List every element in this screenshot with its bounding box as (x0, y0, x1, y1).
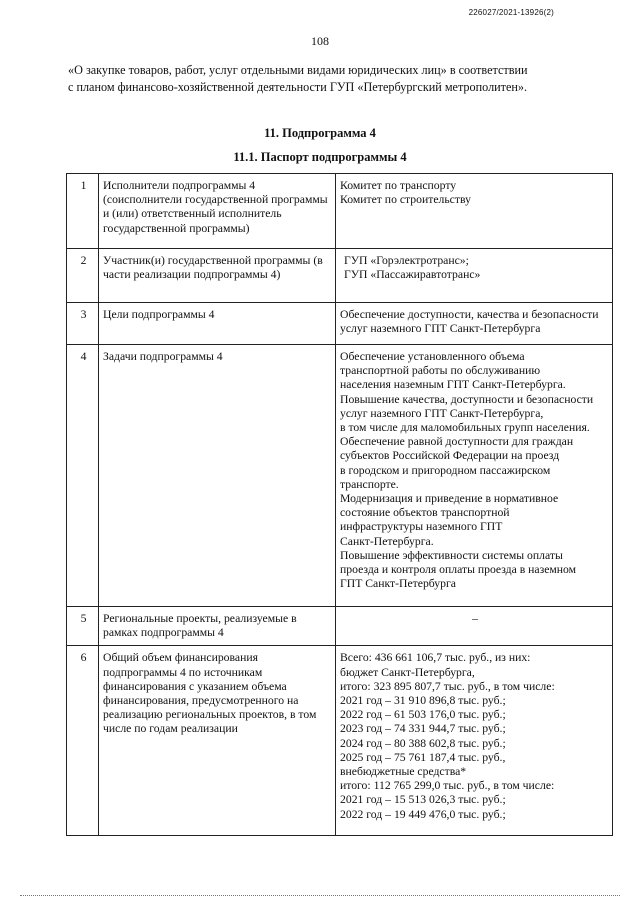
row-label: Общий объем финансирования подпрограммы 4 по источникам финансирования с указанием объема финансирования, предусмотренного на реализацию региональных проектов, в том числе по годам реализации (99, 646, 336, 836)
row-value (336, 249, 613, 303)
value-line: ГУП «Горэлектротранс»; (344, 254, 469, 267)
row-label: Исполнители подпрограммы 4 (соисполнители государственной программы и (или) ответственный исполнитель государственной программы) (99, 174, 336, 249)
value-line: 2022 год – 19 449 476,0 тыс. руб.; (340, 807, 506, 821)
value-line: транспорте. (340, 477, 399, 491)
value-line: услуг наземного ГПТ Санкт-Петербурга, (340, 406, 544, 420)
row-value (336, 303, 613, 345)
value-line: Модернизация и приведение в нормативное (340, 492, 559, 506)
row-value (336, 345, 613, 607)
value-line: Обеспечение равной доступности для граждан (340, 435, 574, 449)
table-row (67, 646, 613, 836)
table-row (67, 607, 613, 646)
value-line: 2024 год – 80 388 602,8 тыс. руб.; (340, 736, 506, 750)
passport-table (66, 173, 613, 836)
row-number: 3 (67, 303, 99, 345)
value-line: Повышение эффективности системы оплаты (340, 548, 563, 562)
row-value (336, 607, 613, 646)
value-line: внебюджетные средства* (340, 765, 467, 779)
value-line: проезда и контроля оплаты проезда в наземном (340, 563, 577, 577)
value-line: состояние объектов транспортной (340, 506, 510, 520)
row-label: Региональные проекты, реализуемые в рамках подпрограммы 4 (99, 607, 336, 646)
value-line: 2025 год – 75 761 187,4 тыс. руб., (340, 750, 506, 764)
row-number: 6 (67, 646, 99, 836)
value-line: ГУП «Пассажиравтотранс» (344, 268, 481, 282)
intro-paragraph (68, 62, 610, 96)
table-row (67, 303, 613, 345)
value-line: в городском и пригородном пассажирском (340, 463, 551, 477)
row-label: Задачи подпрограммы 4 (99, 345, 336, 607)
value-line: населения наземным ГПТ Санкт-Петербурга. (340, 378, 566, 392)
row-number: 5 (67, 607, 99, 646)
value-line: итого: 323 895 807,7 тыс. руб., в том числе: (340, 679, 555, 693)
value-line: итого: 112 765 299,0 тыс. руб., в том числе: (340, 779, 555, 793)
row-label: Цели подпрограммы 4 (99, 303, 336, 345)
row-number: 2 (67, 249, 99, 303)
value-line: Обеспечение доступности, качества и безопасности (340, 308, 599, 321)
value-line: 2021 год – 31 910 896,8 тыс. руб.; (340, 694, 506, 708)
table-row (67, 345, 613, 607)
subsection-title: 11.1. Паспорт подпрограммы 4 (233, 150, 407, 164)
bottom-scan-edge (20, 895, 620, 896)
row-number: 1 (67, 174, 99, 249)
intro-line: «О закупке товаров, работ, услуг отдельными видами юридических лиц» в соответствии (68, 63, 528, 77)
value-line: услуг наземного ГПТ Санкт-Петербурга (340, 322, 541, 336)
value-line: Повышение качества, доступности и безопасности (340, 392, 594, 406)
row-value (336, 174, 613, 249)
value-line: бюджет Санкт-Петербурга, (340, 665, 475, 679)
value-line: в том числе для маломобильных групп населения. (340, 421, 590, 435)
value-line: Комитет по транспорту (340, 179, 457, 192)
registration-number: 226027/2021-13926(2) (468, 8, 554, 17)
value-line: 2023 год – 74 331 944,7 тыс. руб.; (340, 722, 506, 736)
value-line: Всего: 436 661 106,7 тыс. руб., из них: (340, 651, 531, 665)
value-line: транспортной работы по обслуживанию (340, 364, 541, 378)
value-line: ГПТ Санкт-Петербурга (340, 577, 456, 591)
table-row (67, 249, 613, 303)
value-line: 2021 год – 15 513 026,3 тыс. руб.; (340, 793, 506, 807)
value-line: 2022 год – 61 503 176,0 тыс. руб.; (340, 708, 506, 722)
value-line: Комитет по строительству (340, 193, 471, 207)
row-number: 4 (67, 345, 99, 607)
value-line: инфраструктуры наземного ГПТ (340, 520, 503, 534)
page-number: 108 (311, 34, 329, 48)
row-value (336, 646, 613, 836)
value-line: Обеспечение установленного объема (340, 350, 525, 363)
intro-line: с планом финансово-хозяйственной деятельности ГУП «Петербургский метрополитен». (68, 80, 528, 94)
value-line: Санкт-Петербурга. (340, 534, 434, 548)
empty-value-dash: – (472, 612, 478, 625)
row-label: Участник(и) государственной программы (в части реализации подпрограммы 4) (99, 249, 336, 303)
table-row (67, 174, 613, 249)
value-line: субъектов Российской Федерации на проезд (340, 449, 560, 463)
section-title: 11. Подпрограмма 4 (264, 126, 376, 140)
